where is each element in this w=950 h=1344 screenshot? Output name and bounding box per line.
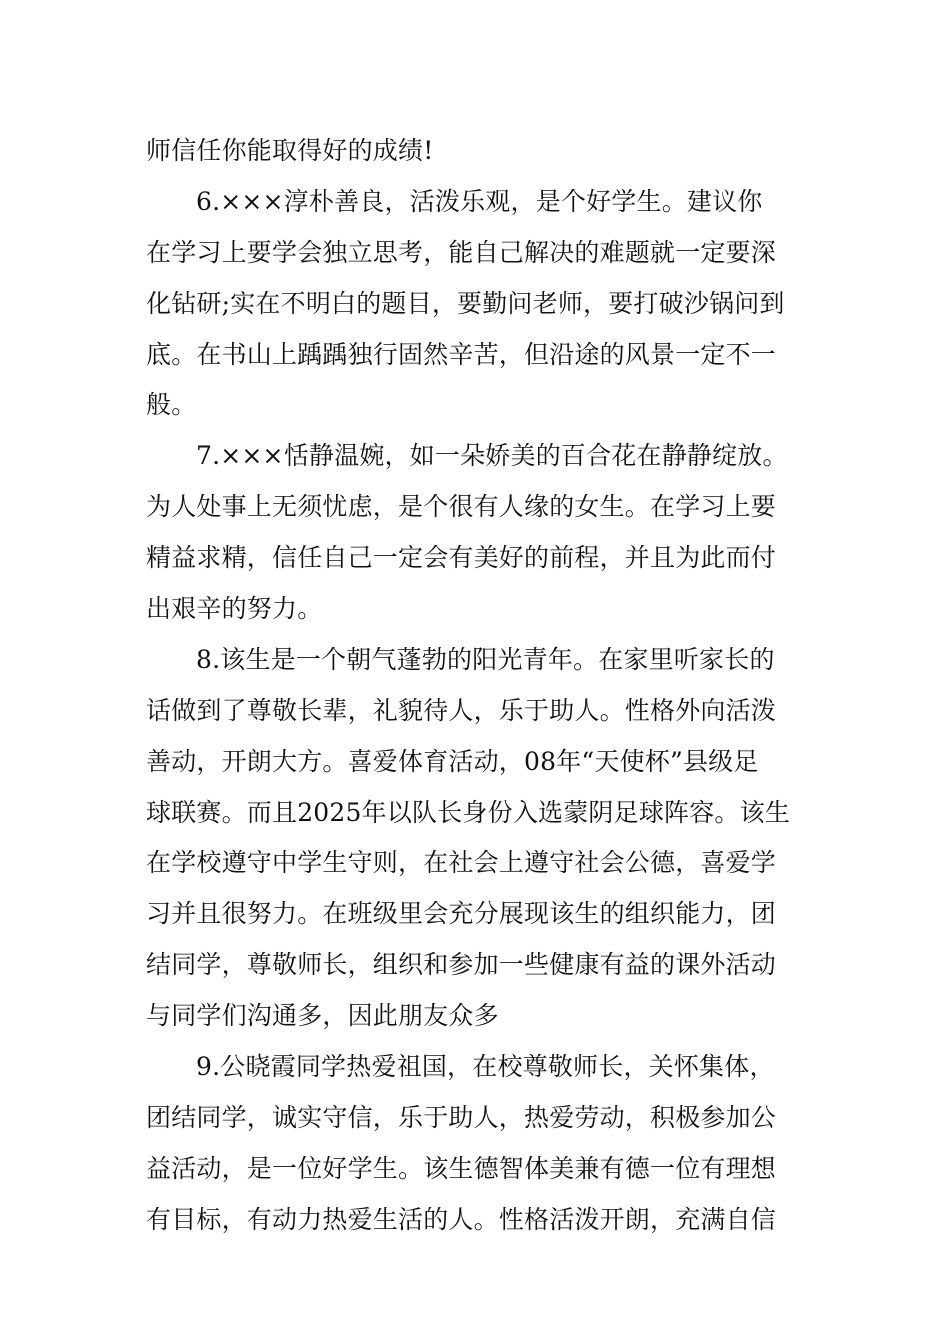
text-line: 精益求精，信任自己一定会有美好的前程，并且为此而付 (146, 543, 777, 573)
text-line: 习并且很努力。在班级里会充分展现该生的组织能力，团 (146, 899, 777, 929)
text-line: 善动，开朗大方。喜爱体育活动，08年“天使杯”县级足 (146, 746, 759, 776)
paragraph-9-start: 9.公晓霞同学热爱祖国，在校尊敬师长，关怀集体， (196, 1052, 775, 1082)
text-line: 与同学们沟通多，因此朋友众多 (146, 1001, 499, 1031)
text-line: 话做到了尊敬长辈，礼貌待人，乐于助人。性格外向活泼 (146, 695, 777, 725)
text-line: 益活动，是一位好学生。该生德智体美兼有德一位有理想 (146, 1153, 777, 1183)
text-line: 底。在书山上踽踽独行固然辛苦，但沿途的风景一定不一 (146, 339, 777, 369)
text-line: 在学校遵守中学生守则，在社会上遵守社会公德，喜爱学 (146, 848, 777, 878)
paragraph-8-start: 8.该生是一个朝气蓬勃的阳光青年。在家里听家长的 (196, 644, 775, 674)
paragraph-6-start: 6.×××淳朴善良，活泼乐观，是个好学生。建议你 (196, 186, 763, 216)
text-line: 团结同学，诚实守信，乐于助人，热爱劳动，积极参加公 (146, 1102, 777, 1132)
text-line: 出艰辛的努力。 (146, 594, 323, 624)
document-body (146, 126, 822, 1246)
text-line: 为人处事上无须忧虑，是个很有人缘的女生。在学习上要 (146, 492, 777, 522)
text-line: 化钻研;实在不明白的题目，要勤问老师，要打破沙锅问到 (146, 288, 785, 318)
text-line: 球联赛。而且2025年以队长身份入选蒙阴足球阵容。该生 (146, 797, 791, 827)
text-line: 般。 (146, 390, 197, 420)
text-line: 结同学，尊敬师长，组织和参加一些健康有益的课外活动 (146, 950, 777, 980)
text-line: 有目标，有动力热爱生活的人。性格活泼开朗，充满自信 (146, 1204, 777, 1234)
text-line: 师信任你能取得好的成绩! (146, 136, 434, 165)
paragraph-7-start: 7.×××恬静温婉，如一朵娇美的百合花在静静绽放。 (196, 441, 788, 471)
text-line: 在学习上要学会独立思考，能自己解决的难题就一定要深 (146, 237, 777, 267)
